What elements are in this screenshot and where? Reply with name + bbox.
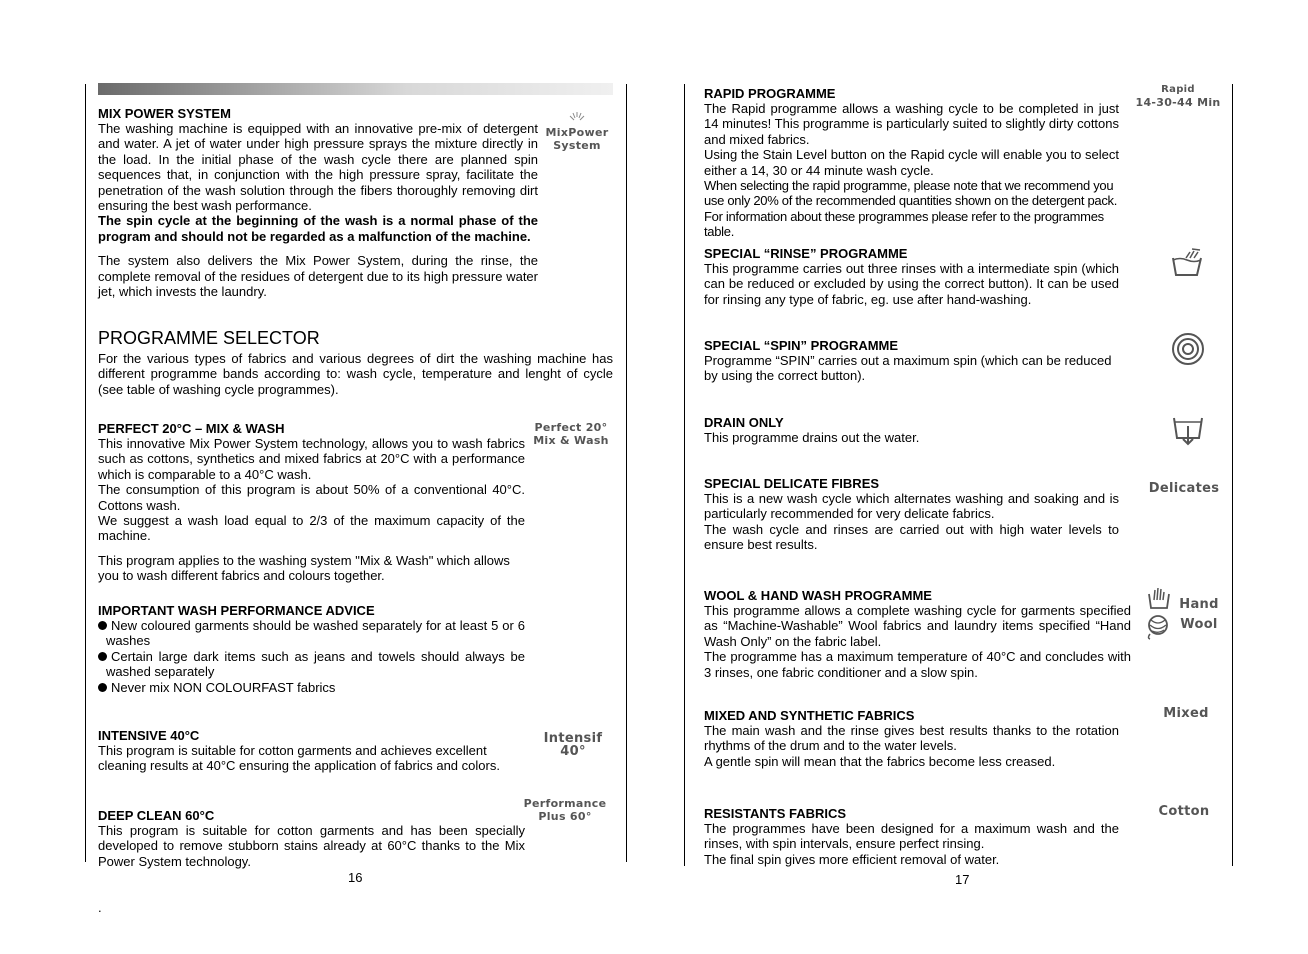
deep-clean-text: This program is suitable for cotton garments and has been specially developed to remove stubborn stains already at 60°C thanks to the Mix Power System technology.	[98, 823, 525, 869]
left-page-border	[85, 84, 86, 862]
spin-spiral-icon	[1171, 332, 1205, 366]
wool-label: Wool	[1180, 617, 1218, 632]
intensive-label-2: 40°	[560, 744, 586, 759]
rinse-heading: SPECIAL “RINSE” PROGRAMME	[704, 246, 908, 261]
mix-power-paragraph: The washing machine is equipped with an innovative pre-mix of detergent and water. A jet of water under high pressure sprays the mixture directly in the load. In the initial phase of the wash cycle there are planned spin sequences that, in conjunction with the high pressure spray, facilitate the penetration of the wash solution through the fibers thoroughly removing dirt ensuring the best wash performance.	[98, 121, 538, 214]
drain-section	[704, 415, 1119, 445]
perfect20-p4: This program applies to the washing system "Mix & Wash" which allows you to wash different fabrics and colours together.	[98, 552, 510, 584]
rapid-label-2: 14-30-44 Min	[1135, 96, 1221, 109]
advice-bullet-1-text: New coloured garments should be washed separately for at least 5 or 6 washes	[106, 618, 525, 649]
wool-heading: WOOL & HAND WASH PROGRAMME	[704, 588, 932, 603]
delicate-p1: This is a new wash cycle which alternates washing and soaking and is particularly recommended for very delicate fabrics.	[704, 491, 1119, 522]
mix-power-section	[98, 106, 538, 299]
resistant-section	[704, 806, 1119, 867]
header-gradient-bar	[98, 83, 613, 95]
wool-section	[704, 588, 1131, 680]
intensive-label	[530, 732, 616, 758]
rapid-p4: For information about these programmes please refer to the programmes table.	[704, 208, 1104, 240]
hand-label: Hand	[1179, 597, 1219, 612]
resistant-p2: The final spin gives more efficient removal of water.	[704, 851, 1000, 867]
mixed-heading: MIXED AND SYNTHETIC FABRICS	[704, 708, 915, 723]
right-page-border	[1232, 84, 1233, 866]
spin-section	[704, 338, 1119, 384]
rinse-section	[704, 246, 1119, 307]
perfect20-label	[528, 421, 614, 447]
resistant-p1: The programmes have been designed for a maximum wash and the rinses, with spin intervals, ensure perfect rinsing.	[704, 821, 1119, 852]
deep-clean-label-2: Plus 60°	[538, 810, 592, 823]
mix-power-label-2: System	[553, 139, 601, 152]
advice-bullet-3	[98, 680, 525, 695]
perfect20-p2: The consumption of this program is about 50% of a conventional 40°C. Cottons wash.	[98, 482, 525, 513]
drain-heading: DRAIN ONLY	[704, 415, 784, 430]
page-number-right: 17	[955, 872, 970, 887]
rapid-label	[1126, 83, 1230, 109]
perfect20-p1: This innovative Mix Power System technology, allows you to wash fabrics such as cottons, synthetics and mixed fabrics at 20°C with a performance which is comparable to a 40°C wash.	[98, 436, 525, 482]
advice-heading: IMPORTANT WASH PERFORMANCE ADVICE	[98, 603, 375, 618]
perfect20-p3: We suggest a wash load equal to 2/3 of the maximum capacity of the machine.	[98, 513, 525, 544]
intensive-section	[98, 728, 525, 774]
drain-text: This programme drains out the water.	[704, 430, 920, 445]
programme-selector-heading: PROGRAMME SELECTOR	[98, 328, 320, 348]
rapid-p3: When selecting the rapid programme, please note that we recommend you use only 20% of the recommended quantities shown on the detergent pack.	[704, 178, 1118, 209]
mix-power-logo	[540, 110, 614, 152]
delicate-p2: The wash cycle and rinses are carried out with high water levels to ensure best results.	[704, 521, 1119, 553]
rinse-text: This programme carries out three rinses with a intermediate spin (which can be reduced or excluded by using the correct button). It can be used for rinsing any type of fabric, eg. use after hand-washing.	[704, 261, 1119, 307]
perfect20-label-2: Mix & Wash	[533, 434, 609, 447]
deep-clean-label	[518, 797, 612, 823]
mix-power-warning: The spin cycle at the beginning of the wash is a normal phase of the program and should not be regarded as a malfunction of the machine.	[98, 213, 538, 244]
perfect20-heading: PERFECT 20°C – MIX & WASH	[98, 421, 285, 436]
rinse-icon	[1170, 248, 1204, 278]
delicate-section	[704, 476, 1119, 553]
wool-p1: This programme allows a complete washing cycle for garments specified as “Machine-Washable” Wool fabrics and laundry items specified “Hand Wash Only” on the fabric label.	[704, 603, 1131, 649]
advice-section	[98, 603, 525, 695]
deep-clean-label-1: Performance	[523, 797, 607, 810]
center-divider-left	[626, 84, 627, 862]
programme-selector-text: For the various types of fabrics and various degrees of dirt the washing machine has different programme bands according to: wash cycle, temperature and lenght of cycle (see table of washing cycle programmes).	[98, 351, 613, 397]
rapid-label-1: Rapid	[1161, 84, 1195, 95]
spin-text: Programme “SPIN” carries out a maximum spin (which can be reduced by using the correct button).	[704, 353, 1112, 384]
advice-bullet-3-text: Never mix NON COLOURFAST fabrics	[111, 679, 336, 695]
delicates-label: Delicates	[1148, 481, 1220, 496]
rapid-p1: The Rapid programme allows a washing cycle to be completed in just 14 minutes! This programme is particularly suited to slightly dirty cottons and mixed fabrics.	[704, 101, 1119, 147]
intensive-text: This program is suitable for cotton garments and achieves excellent cleaning results at 40°C ensuring the application of fabrics and colors.	[98, 743, 500, 774]
cotton-label: Cotton	[1158, 804, 1210, 819]
rapid-p2: Using the Stain Level button on the Rapid cycle will enable you to select either a 14, 30 or 44 minute wash cycle.	[704, 147, 1119, 178]
rapid-section	[704, 86, 1119, 240]
mixed-label: Mixed	[1163, 706, 1209, 721]
intensive-label-1: Intensif	[543, 731, 603, 746]
page-number-left: 16	[348, 870, 363, 885]
perfect20-label-1: Perfect 20°	[534, 421, 608, 434]
spray-icon	[540, 110, 614, 126]
mix-power-rinse-paragraph: The system also delivers the Mix Power System, during the rinse, the complete removal of the residues of detergent due to its high pressure water jet, which invests the laundry.	[98, 253, 538, 300]
bullet-dot	[98, 652, 107, 661]
wool-p2: The programme has a maximum temperature of 40°C and concludes with 3 rinses, one fabric conditioner and a slow spin.	[704, 649, 1131, 680]
intensive-heading: INTENSIVE 40°C	[98, 728, 200, 743]
perfect20-section	[98, 421, 525, 584]
advice-bullet-2-text: Certain large dark items such as jeans and towels should always be washed separately	[106, 648, 525, 680]
delicate-heading: SPECIAL DELICATE FIBRES	[704, 476, 880, 491]
mix-power-heading: MIX POWER SYSTEM	[98, 106, 231, 121]
mixed-p1: The main wash and the rinse gives best results thanks to the rotation rhythms of the drum and to the water levels.	[704, 723, 1119, 754]
mix-power-label-1: MixPower	[545, 126, 609, 139]
resistant-heading: RESISTANTS FABRICS	[704, 806, 847, 821]
stray-mark: .	[98, 900, 102, 915]
wool-ball-icon	[1146, 612, 1172, 640]
advice-bullet-2	[98, 649, 525, 680]
drain-icon	[1172, 414, 1204, 446]
deep-clean-heading: DEEP CLEAN 60°C	[98, 808, 215, 823]
programme-selector-section	[98, 328, 613, 397]
mixed-section	[704, 708, 1119, 769]
mixed-p2: A gentle spin will mean that the fabrics become less creased.	[704, 753, 1056, 769]
deep-clean-section	[98, 808, 525, 869]
spin-heading: SPECIAL “SPIN” PROGRAMME	[704, 338, 899, 353]
bullet-dot	[98, 621, 107, 630]
center-divider-right	[684, 84, 685, 866]
advice-bullet-1	[98, 618, 525, 649]
rapid-heading: RAPID PROGRAMME	[704, 86, 836, 101]
bullet-dot	[98, 683, 107, 692]
hand-wash-icon	[1146, 586, 1172, 610]
